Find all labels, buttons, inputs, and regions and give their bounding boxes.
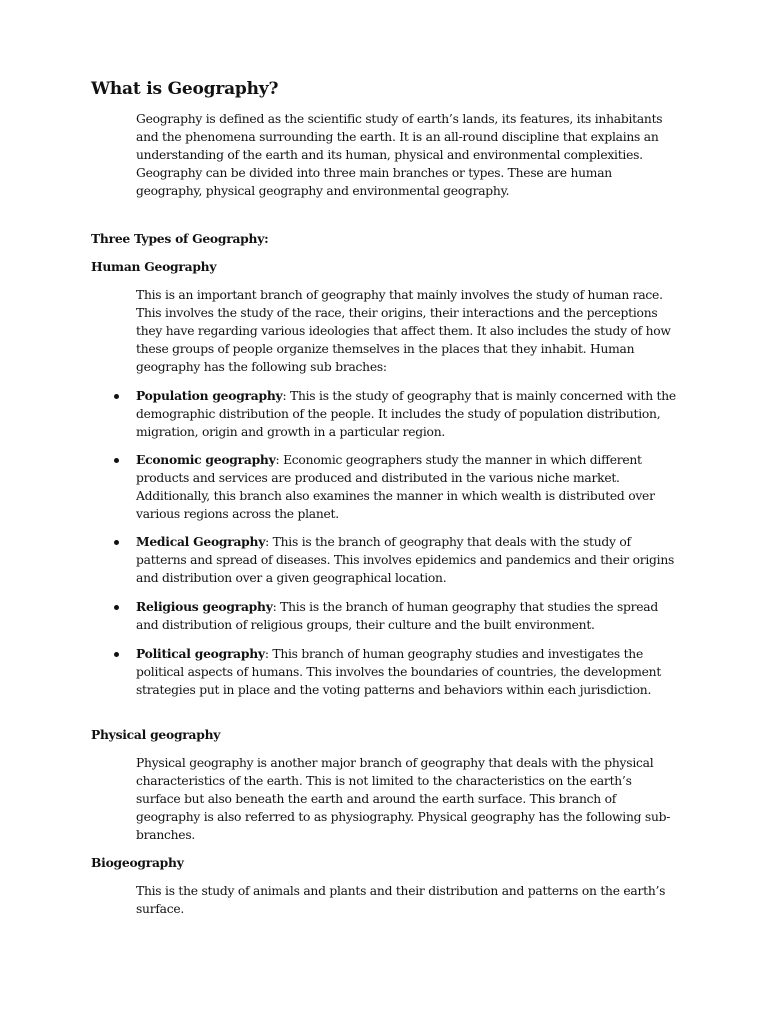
list-item-economic-geography xyxy=(136,451,676,524)
three-types-heading: Three Types of Geography: xyxy=(91,231,269,246)
bullet-term: Economic geography xyxy=(136,452,276,467)
bullet-icon xyxy=(114,652,119,657)
biogeography-paragraph: This is the study of animals and plants and their distribution and patterns on the earth’s surface. xyxy=(136,884,666,916)
bullet-term: Population geography xyxy=(136,388,283,403)
list-item-population-geography xyxy=(136,387,676,442)
bullet-icon xyxy=(114,605,119,610)
bullet-text: : This is the study of geography that is mainly concerned with the demographic distribution of the people. It includes the study of population distribution, migration, origin and growth in a particular region. xyxy=(136,389,676,439)
physical-geography-heading: Physical geography xyxy=(91,727,221,742)
bullet-term: Medical Geography xyxy=(136,534,266,549)
physical-geography-paragraph: Physical geography is another major branch of geography that deals with the physical characteristics of the earth. This is not limited to the characteristics on the earth’s surface but also beneath the earth and around the earth surface. This branch of geography is also referred to as physiography. Physical geography has the following sub-branches. xyxy=(136,756,671,842)
bullet-term: Political geography xyxy=(136,646,265,661)
biogeography-heading: Biogeography xyxy=(91,855,184,870)
list-item-religious-geography xyxy=(136,598,676,635)
list-item-medical-geography xyxy=(136,533,676,588)
bullet-text: : This branch of human geography studies and investigates the political aspects of humans. This involves the boundaries of countries, the development strategies put in place and the voting patterns and behaviors within each jurisdiction. xyxy=(136,647,662,697)
page-title: What is Geography? xyxy=(91,79,279,99)
intro-paragraph: Geography is defined as the scientific study of earth’s lands, its features, its inhabitants and the phenomena surrounding the earth. It is an all-round discipline that explains an understanding of the earth and its human, physical and environmental complexities. Geography can be divided into three main branches or types. These are human geography, physical geography and environmental geography. xyxy=(136,112,663,198)
bullet-icon xyxy=(114,540,119,545)
human-geography-paragraph: This is an important branch of geography that mainly involves the study of human race. This involves the study of the race, their origins, their interactions and the perceptions they have regarding various ideologies that affect them. It also includes the study of how these groups of people organize themselves in the places that they inhabit. Human geography has the following sub braches: xyxy=(136,288,671,374)
bullet-icon xyxy=(114,394,119,399)
bullet-text: : This is the branch of human geography that studies the spread and distribution of religious groups, their culture and the built environment. xyxy=(136,600,659,632)
list-item-political-geography xyxy=(136,645,676,700)
bullet-term: Religious geography xyxy=(136,599,273,614)
bullet-text: : Economic geographers study the manner in which different products and services are produced and distributed in the various niche market. Additionally, this branch also examines the manner in which wealth is distributed over various regions across the planet. xyxy=(136,453,655,521)
bullet-icon xyxy=(114,458,119,463)
bullet-text: : This is the branch of geography that deals with the study of patterns and spread of diseases. This involves epidemics and pandemics and their origins and distribution over a given geographical location. xyxy=(136,535,675,585)
human-geography-heading: Human Geography xyxy=(91,259,217,274)
